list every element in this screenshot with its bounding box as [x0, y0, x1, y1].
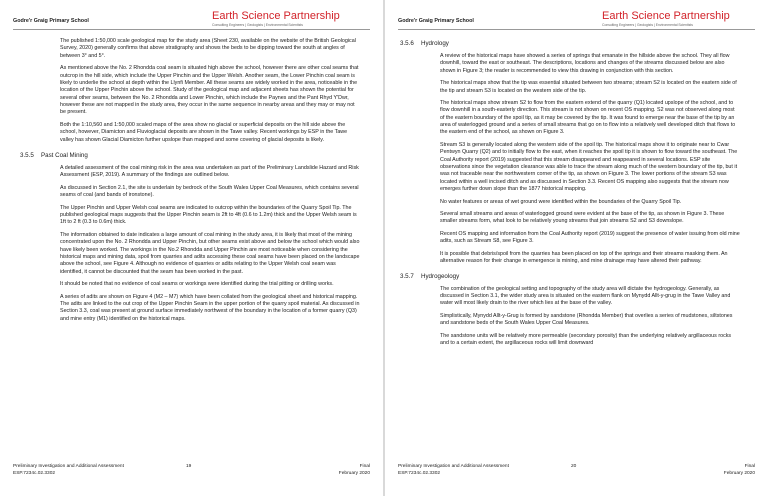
footer-date: February 2020 [338, 470, 370, 476]
section-number: 3.5.7 [400, 272, 414, 280]
paragraph: It is possible that debris/spoil from the quarries has been placed on top of the springs and their streams masking them. An alternative reason for their change in emergence is mining, and mine drainage may have altered their pathway. [440, 250, 728, 265]
footer-right [339, 464, 370, 478]
paragraph: The published 1:50,000 scale geological map for the study area (Sheet 230, available on the website of the British Geological Survey, 2020) generally confirms that above stratigraphy and shows the beds to be dipping toward the south at angles of between 3° and 5°. [60, 38, 356, 59]
section-title: Hydrology [421, 40, 449, 47]
footer-status: Final [359, 464, 370, 469]
section-number: 3.5.5 [20, 151, 34, 159]
paragraph: The historical maps show that the tip was essential situated between two streams; stream S2 is located on the eastern side of the tip and stream S3 is located on the western side of the tip. [440, 80, 737, 94]
paragraph: The historical maps show stream S2 to flow from the eastern extend of the quarry (Q1) located upslope of the school, and to flow downhill in a south-easterly direction. This stream is not shown on recent OS mapping. S2 was not observed along most of the eastern boundary of the spoil tip, as it may be covered by the tip. It was found to emerge near the base of the tip by an area of waterlogged ground and a series of small streams that go on to flow into a relatively well developed ditch that flows to the eastern end of the school, as shown on Figure 3. [440, 100, 736, 136]
logo-title: Earth Science Partnership [212, 10, 340, 22]
footer-left [13, 464, 124, 478]
paragraph: Both the 1:10,560 and 1:50,000 scaled maps of the area show no glacial or superficial deposits on the hill side above the school, however, Diamicton and Fluvioglacial deposits are shown in the Tawe valley. Recent workings by ESP in the Tawe valley has shown Glacial Diamicton further upslope than mapped and some covering of glacial deposits is likely. [60, 121, 348, 143]
section-number: 3.5.6 [400, 40, 414, 47]
page-20 [385, 0, 768, 496]
paragraph: Several small streams and areas of waterlogged ground were evident at the base of the tip, as shown in Figure 3. These smaller streams form, what look to be relatively young streams that join streams S2 and S3 downslope. [440, 211, 725, 225]
paragraph: It should be noted that no evidence of coal seams or workings were identified during the trial pitting or drilling works. [60, 281, 334, 288]
footer-report-ref: ESP.7234c.02.3302 [398, 470, 441, 476]
paragraph: Stream S3 is generally located along the western side of the spoil tip. The historical maps show it to originate near to Cwar Pentwyn Quarry (Q2) and to initially flow to the east, when it reaches the spoil tip it is shown to flow toward the southeast. The Coal Authority report (2019) suggested that this stream disappeared and reappeared in several locations. ESP site observations since the vegetation clearance was able to trace the stream along much of the western boundary of the tip, but it was not traceable near the northwestern corner of the tip, as shown on Figure 3. The lower portions of the stream S3 was located within a well incised ditch and as discussed in Section 3.3. Recent OS mapping also suggests that the stream now emerges further down slope than the 1877 historical mapping. [440, 142, 738, 193]
footer-date: February 2020 [723, 470, 755, 476]
footer-report-ref: ESP.7234c.02.3302 [13, 470, 56, 476]
paragraph: No water features or areas of wet ground were identified within the boundaries of the Quarry Spoil Tip. [440, 198, 682, 205]
paragraph: The Upper Pinchin and Upper Welsh coal seams are indicated to outcrop within the boundaries of the Quarry Spoil Tip. The published geological maps suggests that the Upper Pinchin seam is 2ft to 4ft (0.6 to 1.2m) thick and the Upper Welsh seam is 1ft to 2 ft (0.3 to 0.6m) thick. [60, 204, 357, 226]
header-divider [398, 29, 755, 30]
paragraph: The sandstone units will be relatively more permeable (secondary porosity) than the underlying relatively argillaceous rocks and to a certain extent, the argillaceous rocks will limit downward [440, 332, 732, 346]
paragraph: A series of adits are shown on Figure 4 (M2 – M7) which have been collated from the geological sheet and historical mapping. The adits are linked to the out crop of the Upper Pinchin Seam in the upper portion of the quarry spoil material. As discussed in Section 3.3, coal was present at ground surface immediately northwest of the boundary in the location of a former quarry (Q3) and mine entry (M1) identified on the historical maps. [60, 293, 360, 322]
paragraph: Recent OS mapping and information from the Coal Authority report (2019) suggest the presence of water issuing from old mine adits, such as Stream S8, see Figure 3. [440, 231, 740, 245]
page-number: 20 [571, 464, 577, 469]
footer-report-title: Preliminary Investigation and Additional Assessment [13, 464, 124, 469]
section-heading-hydrology [400, 40, 740, 47]
paragraph: The combination of the geological setting and topography of the study area will dictate the hydrogeology. Generally, as discussed in Section 3.1, the wider study area is situated on the eastern flank on Mynydd Allt-y-grug in the Tawe Valley and water will most likely drain to the river which lies at the base of the valley. [440, 285, 731, 307]
page-19 [0, 0, 383, 496]
section-title: Past Coal Mining [41, 151, 88, 159]
logo-tagline: Consulting Engineers | Geologists | Environmental Scientists [212, 23, 303, 27]
section-title: Hydrogeology [421, 272, 460, 280]
footer-status: Final [744, 464, 755, 469]
logo-title: Earth Science Partnership [602, 10, 730, 22]
header-school-name: Godre'r Graig Primary School [398, 18, 474, 24]
company-logo [212, 11, 340, 27]
logo-tagline: Consulting Engineers | Geologists | Environmental Scientists [602, 23, 693, 27]
page-number: 19 [186, 464, 192, 469]
section-heading-hydrogeology [400, 273, 740, 280]
paragraph: A detailed assessment of the coal mining risk in the area was undertaken as part of the Preliminary Landslide Hazard and Risk Assessment (ESP, 2019). A summary of the findings are outlined below. [60, 164, 359, 179]
paragraph: As discussed in Section 2.1, the site is underlain by bedrock of the South Wales Upper Coal Measures, which contains several seams of coal (and bands of ironstone). [60, 184, 359, 199]
footer-report-title: Preliminary Investigation and Additional Assessment [398, 464, 509, 469]
section-heading-past-coal-mining [20, 152, 360, 159]
paragraph: Simplistically, Mynydd Allt-y-Grug is formed by sandstone (Rhondda Member) that overlies a series of mudstones, siltstones and sandstone beds of the South Wales Upper Coal Measures. [440, 312, 733, 327]
right-page-body [400, 40, 740, 353]
left-page-body [20, 38, 360, 328]
footer-right [724, 464, 755, 478]
header-divider [13, 29, 370, 30]
paragraph: A review of the historical maps have showed a series of springs that emanate in the hillside above the school. They all flow downhill, toward the east or southeast. The descriptions, locations and changes of the streams discussed below are also shown in Figure 3; the reader is recommended to view this drawing in conjunction with this section. [440, 53, 730, 74]
paragraph: The information obtained to date indicates a large amount of coal mining in the study area, it is likely that most of the mining concentrated upon the No. 2 Rhondda and Upper Pinchin, but other seams exist above and below the school which would also have likely been worked. The workings in the No.2 Rhondda and Upper Pinchin are most noticeable when considering the historical maps and mining data, spoil from quarries and adits accessing these coal seams have been placed on the landscape above the school, see Figure 4. Although no evidence of quarries or adits relating to the Upper Welsh coal seam was identified, it cannot be discounted that the seam has been worked in the past. [60, 231, 360, 275]
paragraph: As mentioned above the No. 2 Rhondda coal seam is situated high above the school, however there are other coal seams that outcrop in the hill side, which include the Upper Pinchin and the Upper Welsh. Another seam, the Lower Pinchin coal seam is likely to underlie the school at depth within the Llynfi Member. All these seams are widely worked in the area, noticeable in the location of the Upper Pinchin above the school. Study of the geological map and adjacent sheets has shown the potential for several other seams, between the No. 2 Rhondda and Lower Pinchin, which include the Paynes and the Pant Rhyd Y'Dwr, however these are not mapped in the study area, they occur in the same sequence in nearby areas and they may or may not be present. [60, 65, 359, 116]
header-school-name: Godre'r Graig Primary School [13, 18, 89, 24]
company-logo [602, 11, 730, 27]
footer-left [398, 464, 509, 478]
